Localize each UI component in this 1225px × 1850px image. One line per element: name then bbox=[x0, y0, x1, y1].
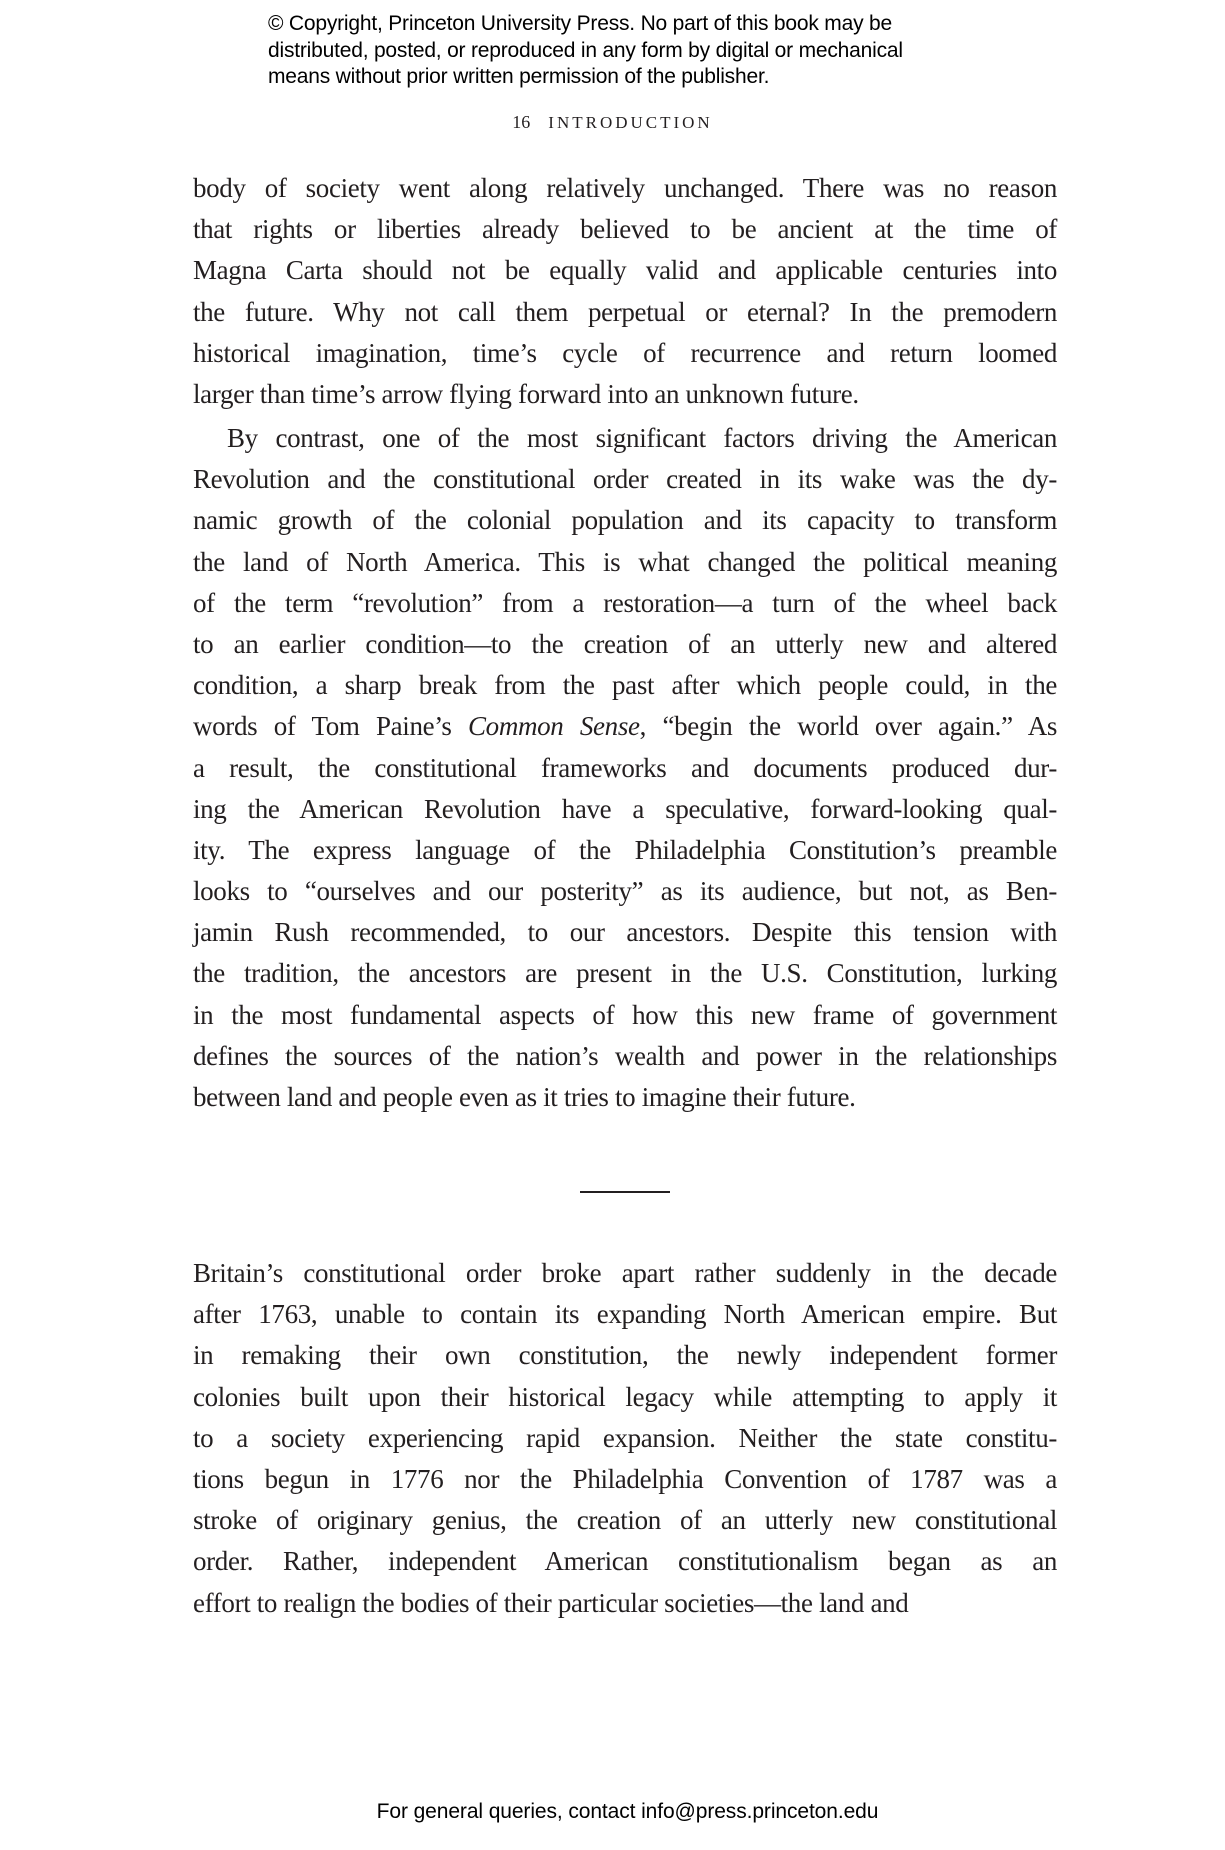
section-title: INTRODUCTION bbox=[548, 113, 713, 132]
text-line: By contrast, one of the most significant factors driving the American bbox=[227, 423, 1057, 453]
text-line: jamin Rush recommended, to our ancestors. Despite this tension with bbox=[193, 917, 1057, 948]
text-line: in the most fundamental aspects of how this new frame of government bbox=[193, 999, 1057, 1030]
copyright-line: © Copyright, Princeton University Press. No part of this book may be bbox=[268, 12, 892, 35]
paragraph bbox=[193, 418, 1057, 1118]
text-line: tions begun in 1776 nor the Philadelphia Convention of 1787 was a bbox=[193, 1463, 1057, 1494]
text-line: after 1763, unable to contain its expanding North American empire. But bbox=[193, 1299, 1057, 1330]
text-line: effort to realign the bodies of their particular societies—the land and bbox=[193, 1587, 909, 1618]
text-line: larger than time’s arrow flying forward into an unknown future. bbox=[193, 378, 859, 409]
footer-contact bbox=[0, 1800, 1225, 1824]
text-line: condition, a sharp break from the past after which people could, in the bbox=[193, 670, 1057, 701]
text-line: the land of North America. This is what changed the political meaning bbox=[193, 546, 1057, 577]
text-run: words of Tom Paine’s bbox=[193, 711, 469, 742]
text-line: historical imagination, time’s cycle of recurrence and return loomed bbox=[193, 337, 1057, 368]
copyright-line: distributed, posted, or reproduced in any form by digital or mechanical bbox=[268, 38, 903, 62]
text-line: to an earlier condition—to the creation of an utterly new and altered bbox=[193, 628, 1057, 659]
text-line bbox=[193, 706, 1057, 747]
copyright-line: means without prior written permission of the publisher. bbox=[268, 65, 770, 88]
text-line: to a society experiencing rapid expansion. Neither the state constitu- bbox=[193, 1422, 1057, 1453]
text-line: body of society went along relatively unchanged. There was no reason bbox=[193, 173, 1057, 203]
page-number: 16 bbox=[512, 112, 531, 132]
text-line: looks to “ourselves and our posterity” as its audience, but not, as Ben- bbox=[193, 876, 1057, 907]
text-line: colonies built upon their historical legacy while attempting to apply it bbox=[193, 1381, 1057, 1412]
text-line: the tradition, the ancestors are present in the U.S. Constitution, lurking bbox=[193, 958, 1057, 989]
text-line: order. Rather, independent American constitutionalism began as an bbox=[193, 1546, 1057, 1577]
text-line: ing the American Revolution have a speculative, forward-looking qual- bbox=[193, 793, 1057, 824]
text-line: Britain’s constitutional order broke apart rather suddenly in the decade bbox=[193, 1258, 1057, 1288]
paragraph bbox=[193, 1253, 1057, 1624]
text-line: between land and people even as it tries to imagine their future. bbox=[193, 1082, 856, 1112]
text-line: Revolution and the constitutional order created in its wake was the dy- bbox=[193, 464, 1057, 495]
text-line: in remaking their own constitution, the newly independent former bbox=[193, 1340, 1057, 1371]
text-line: a result, the constitutional frameworks and documents produced dur- bbox=[193, 752, 1057, 783]
running-head bbox=[0, 112, 1225, 133]
text-line: defines the sources of the nation’s wealth and power in the relationships bbox=[193, 1040, 1057, 1071]
paragraph bbox=[193, 168, 1057, 415]
text-line: ity. The express language of the Philadelphia Constitution’s preamble bbox=[193, 834, 1057, 865]
copyright-notice bbox=[268, 11, 988, 91]
text-line: of the term “revolution” from a restoration—a turn of the wheel back bbox=[193, 587, 1057, 618]
text-line: that rights or liberties already believed to be ancient at the time of bbox=[193, 214, 1057, 245]
book-title-italic: Common Sense bbox=[468, 711, 640, 742]
text-line: the future. Why not call them perpetual or eternal? In the premodern bbox=[193, 296, 1057, 327]
text-line: Magna Carta should not be equally valid and applicable centuries into bbox=[193, 255, 1057, 286]
text-line: stroke of originary genius, the creation of an utterly new constitutional bbox=[193, 1505, 1057, 1536]
section-break-divider bbox=[580, 1191, 670, 1193]
text-run: , “begin the world over again.” As bbox=[639, 711, 1057, 742]
text-line: namic growth of the colonial population and its capacity to transform bbox=[193, 505, 1057, 536]
footer-text: For general queries, contact info@press.princeton.edu bbox=[376, 1800, 879, 1823]
